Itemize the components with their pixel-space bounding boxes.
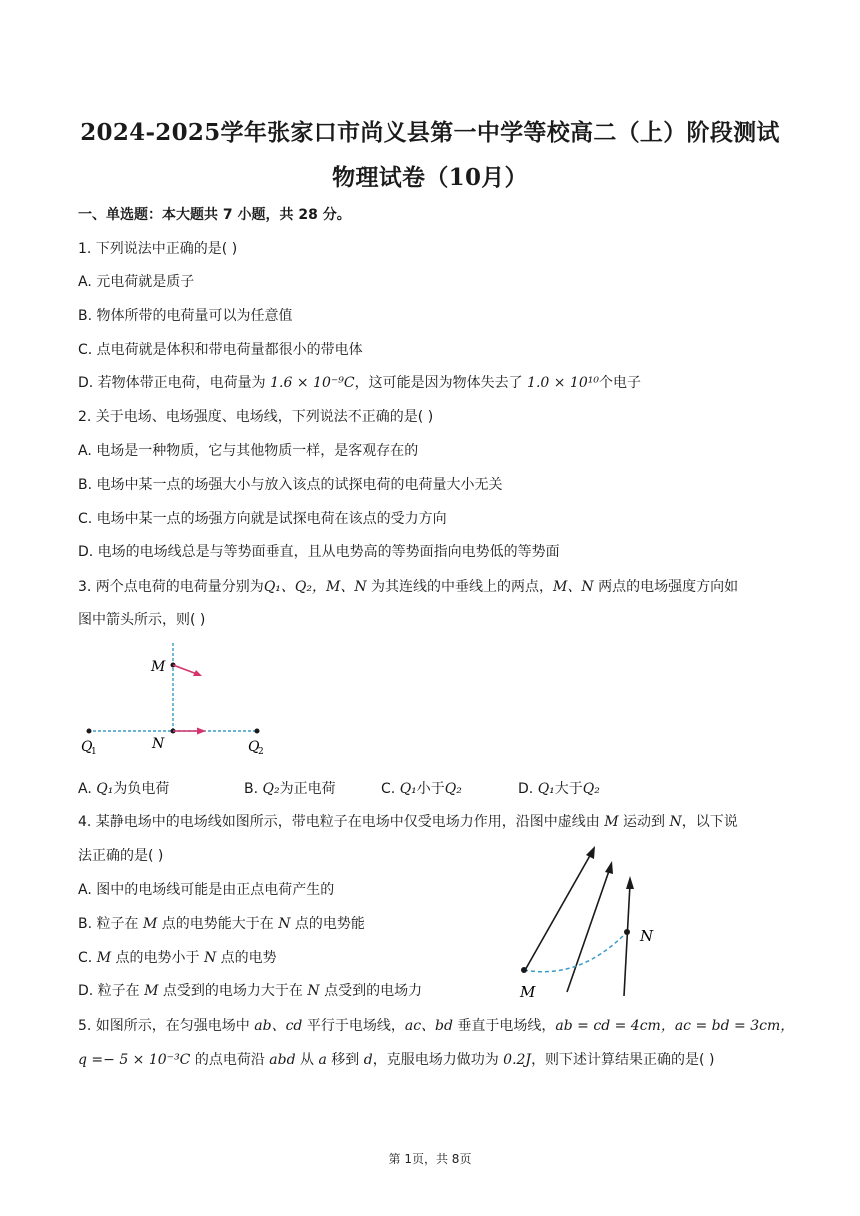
q4-stem-text3: ，以下说 bbox=[681, 814, 738, 830]
q5-l1-text3: 垂直于电场线， bbox=[452, 1018, 556, 1034]
q4-b-text2: 点的电势能大于在 bbox=[157, 916, 279, 932]
q3-label-m: M bbox=[151, 659, 166, 675]
q4-c-text2: 点的电势 bbox=[216, 950, 277, 966]
q5-l2-math1: q =− 5 × 10⁻³C bbox=[78, 1052, 191, 1068]
q4-d-text3: 点受到的电场力 bbox=[319, 983, 423, 999]
q3-c-text: 小于 bbox=[416, 781, 445, 797]
q3-label-q2: Q bbox=[248, 739, 260, 755]
q3-d-math1: Q₁ bbox=[537, 781, 555, 797]
q4-d-m: M bbox=[144, 983, 159, 999]
q5-l2-text2: 从 bbox=[295, 1052, 319, 1068]
q4-b-text3: 点的电势能 bbox=[290, 916, 365, 932]
q4-option-d bbox=[78, 980, 422, 1000]
q4-c-n: N bbox=[203, 950, 217, 966]
q5-stem-line2 bbox=[78, 1049, 714, 1069]
q3-stem-math1: Q₁、Q₂，M、N bbox=[263, 579, 367, 595]
q4-c-m: M bbox=[96, 950, 112, 966]
q5-l1-text1: 5. 如图所示，在匀强电场中 bbox=[78, 1018, 255, 1034]
q1-option-c: C. 点电荷就是体积和带电荷量都很小的带电体 bbox=[78, 342, 363, 358]
q3-d-prefix: D. bbox=[518, 781, 538, 797]
q4-d-text1: D. 粒子在 bbox=[78, 983, 145, 999]
q5-l2-math2: abd bbox=[269, 1052, 296, 1068]
q2-option-c: C. 电场中某一点的场强方向就是试探电荷在该点的受力方向 bbox=[78, 511, 447, 527]
q4-field-line-2 bbox=[567, 868, 610, 992]
q4-b-text1: B. 粒子在 bbox=[78, 916, 143, 932]
page-footer: 第 1页，共 8页 bbox=[388, 1152, 472, 1166]
q4-field-line-3 bbox=[624, 884, 630, 996]
q4-stem-text1: 4. 某静电场中的电场线如图所示，带电粒子在电场中仅受电场力作用，沿图中虚线由 bbox=[78, 814, 605, 830]
q3-a-text: 为负电荷 bbox=[113, 781, 170, 797]
q3-stem-line2: 图中箭头所示，则( ) bbox=[78, 612, 206, 628]
q3-b-prefix: B. bbox=[244, 781, 263, 797]
q2-option-d: D. 电场的电场线总是与等势面垂直，且从电势高的等势面指向电势低的等势面 bbox=[78, 544, 560, 560]
q1-option-b: B. 物体所带的电荷量可以为任意值 bbox=[78, 308, 293, 324]
q3-c-math2: Q₂ bbox=[444, 781, 462, 797]
q3-option-c bbox=[381, 778, 462, 798]
q4-stem-text2: 运动到 bbox=[618, 814, 670, 830]
q3-charge-q1 bbox=[87, 729, 92, 734]
q5-l1-text2: 平行于电场线， bbox=[302, 1018, 405, 1034]
q1-d-math1: 1.6 × 10⁻⁹C bbox=[270, 375, 355, 391]
q4-stem-n: N bbox=[669, 814, 682, 830]
q4-option-b bbox=[78, 913, 365, 933]
q3-label-n: N bbox=[152, 736, 165, 752]
q4-stem-line2: 法正确的是( ) bbox=[78, 848, 164, 864]
q1-option-d bbox=[78, 372, 641, 392]
q5-l2-text3: 移到 bbox=[326, 1052, 364, 1068]
q5-l2-math5: 0.2J bbox=[503, 1052, 532, 1068]
q3-stem-text2: 为其连线的中垂线上的两点， bbox=[366, 579, 554, 595]
q5-stem-line1 bbox=[78, 1015, 794, 1035]
q2-option-a: A. 电场是一种物质，它与其他物质一样，是客观存在的 bbox=[78, 443, 419, 459]
q5-l1-math3: ab = cd = 4cm，ac = bd = 3cm， bbox=[555, 1018, 795, 1034]
q3-a-prefix: A. bbox=[78, 781, 97, 797]
q1-d-text3: 个电子 bbox=[598, 375, 641, 391]
q3-b-text: 为正电荷 bbox=[279, 781, 336, 797]
q3-label-q1: Q bbox=[81, 739, 93, 755]
q3-arrowhead-n bbox=[197, 728, 206, 735]
q1-d-math2: 1.0 × 10¹⁰ bbox=[527, 375, 599, 391]
q3-d-math2: Q₂ bbox=[582, 781, 600, 797]
q4-figure bbox=[500, 840, 675, 1000]
q5-l2-text1: 的点电荷沿 bbox=[190, 1052, 270, 1068]
q4-d-n: N bbox=[307, 983, 320, 999]
q4-field-line-1-arrowhead bbox=[586, 846, 595, 859]
q5-l2-text4: ，克服电场力做功为 bbox=[372, 1052, 504, 1068]
q2-option-b: B. 电场中某一点的场强大小与放入该点的试探电荷的电荷量大小无关 bbox=[78, 477, 503, 493]
q3-stem-math2: M、N bbox=[553, 579, 594, 595]
q3-b-math: Q₂ bbox=[262, 781, 280, 797]
q1-option-a: A. 元电荷就是质子 bbox=[78, 274, 195, 290]
q4-option-c bbox=[78, 947, 277, 967]
q1-d-text1: D. 若物体带正电荷，电荷量为 bbox=[78, 375, 271, 391]
q3-a-math: Q₁ bbox=[96, 781, 114, 797]
q4-field-line-3-arrowhead bbox=[626, 876, 634, 889]
q4-label-n: N bbox=[640, 927, 654, 945]
q4-c-text: 点的电势小于 bbox=[111, 950, 204, 966]
q3-figure bbox=[78, 640, 278, 765]
q3-d-text: 大于 bbox=[554, 781, 583, 797]
q4-stem-m: M bbox=[604, 814, 619, 830]
q5-l2-math4: d bbox=[363, 1052, 373, 1068]
q4-d-text2: 点受到的电场力大于在 bbox=[158, 983, 308, 999]
q5-l2-text5: ，则下述计算结果正确的是( ) bbox=[531, 1052, 715, 1068]
q4-field-line-1 bbox=[524, 852, 592, 972]
exam-title-line1: 2024-2025学年张家口市尚义县第一中学等校高二（上）阶段测试 bbox=[80, 119, 780, 146]
q4-point-m bbox=[521, 967, 527, 973]
q3-label-q2-sub: 2 bbox=[258, 747, 264, 757]
q4-field-line-2-arrowhead bbox=[605, 861, 613, 874]
exam-title-line2: 物理试卷（10月） bbox=[332, 164, 528, 191]
q3-field-arrow-m bbox=[173, 665, 197, 674]
q3-c-math1: Q₁ bbox=[399, 781, 417, 797]
q4-particle-trajectory bbox=[524, 932, 627, 972]
q4-label-m: M bbox=[520, 983, 536, 1000]
q3-option-a bbox=[78, 778, 169, 798]
q3-stem-line1 bbox=[78, 576, 738, 596]
q4-point-n bbox=[624, 929, 630, 935]
q4-c-prefix: C. bbox=[78, 950, 97, 966]
q4-option-a: A. 图中的电场线可能是由正点电荷产生的 bbox=[78, 882, 335, 898]
q1-d-text2: ，这可能是因为物体失去了 bbox=[354, 375, 528, 391]
q2-stem: 2. 关于电场、电场强度、电场线，下列说法不正确的是( ) bbox=[78, 409, 434, 425]
q3-stem-text3: 两点的电场强度方向如 bbox=[593, 579, 739, 595]
q3-stem-text1: 3. 两个点电荷的电荷量分别为 bbox=[78, 579, 264, 595]
q5-l1-math2: ac、bd bbox=[404, 1018, 453, 1034]
q1-stem: 1. 下列说法中正确的是( ) bbox=[78, 241, 238, 257]
q3-charge-q2 bbox=[255, 729, 260, 734]
q4-stem-line1 bbox=[78, 811, 738, 831]
section-heading: 一、单选题：本大题共 7 小题，共 28 分。 bbox=[78, 207, 351, 223]
q5-l1-math1: ab、cd bbox=[254, 1018, 303, 1034]
q5-l2-math3: a bbox=[318, 1052, 327, 1068]
q4-b-m: M bbox=[142, 916, 158, 932]
q3-c-prefix: C. bbox=[381, 781, 400, 797]
q3-option-b bbox=[244, 778, 336, 798]
q3-option-d bbox=[518, 778, 600, 798]
q3-label-q1-sub: 1 bbox=[91, 747, 97, 757]
q4-b-n: N bbox=[278, 916, 291, 932]
